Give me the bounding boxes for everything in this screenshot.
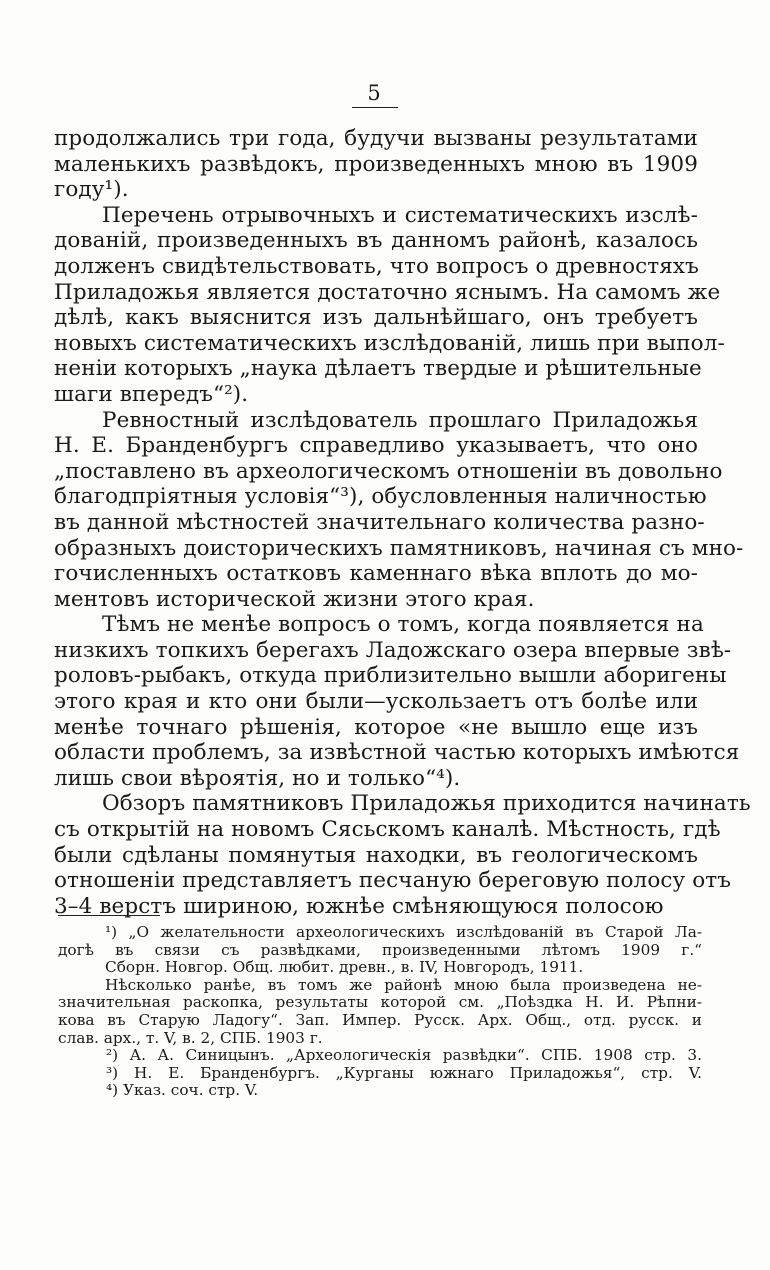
page-number-rule bbox=[352, 107, 398, 108]
footnote-separator bbox=[58, 915, 160, 916]
text-line: маленькихъ развѣдокъ, произведенныхъ мною въ 1909 bbox=[54, 151, 698, 177]
footnote-line: Нѣсколько ранѣе, въ томъ же районѣ мною была произведена не- bbox=[105, 975, 702, 994]
footnote-line: Сборн. Новгор. Общ. любит. древн., в. IV, Новгородъ, 1911. bbox=[105, 958, 584, 977]
text-line: неніи которыхъ „наука дѣлаетъ твердые и рѣшительные bbox=[54, 356, 702, 382]
text-line: области проблемъ, за извѣстной частью которыхъ имѣются bbox=[54, 740, 740, 766]
text-line: низкихъ топкихъ берегахъ Ладожскаго озера впервые звѣ- bbox=[54, 637, 732, 663]
text-line: Н. Е. Бранденбургъ справедливо указываетъ, что оно bbox=[54, 433, 698, 459]
text-line: благодпріятныя условія“³), обусловленныя наличностью bbox=[54, 484, 707, 510]
footnote-line: кова въ Старую Ладогу“. Зап. Импер. Русск. Арх. Общ., отд. русск. и bbox=[58, 1010, 702, 1029]
footnote-line: догѣ въ связи съ развѣдками, произведенными лѣтомъ 1909 г.“ bbox=[58, 940, 702, 959]
footnote-line: слав. арх., т. V, в. 2, СПБ. 1903 г. bbox=[58, 1028, 323, 1047]
paragraph bbox=[54, 612, 740, 791]
text-line: образныхъ доисторическихъ памятниковъ, начиная съ мно- bbox=[54, 535, 744, 561]
text-line: гочисленныхъ остатковъ каменнаго вѣка вплоть до мо- bbox=[54, 561, 698, 587]
text-line: Перечень отрывочныхъ и систематическихъ изслѣ- bbox=[102, 202, 698, 228]
text-line: лишь свои вѣроятія, но и только“⁴). bbox=[54, 765, 461, 791]
text-line: продолжались три года, будучи вызваны результатами bbox=[54, 126, 698, 151]
text-line: дѣлѣ, какъ выяснится изъ дальнѣйшаго, онъ требуетъ bbox=[54, 305, 698, 331]
text-line: шаги впередъ“²). bbox=[54, 381, 249, 407]
footnote-line: ³) Н. Е. Бранденбургъ. „Курганы южнаго Приладожья“, стр. V. bbox=[106, 1063, 702, 1082]
text-line: Обзоръ памятниковъ Приладожья приходится начинать bbox=[102, 791, 751, 817]
text-line: дованій, произведенныхъ въ данномъ районѣ, казалось bbox=[54, 228, 698, 254]
footnote-line: значительная раскопка, результаты которой см. „Поѣздка Н. И. Рѣпни- bbox=[58, 993, 702, 1012]
text-line: съ открытій на новомъ Сясьскомъ каналѣ. Мѣстность, гдѣ bbox=[54, 817, 721, 843]
text-line: ментовъ исторической жизни этого края. bbox=[54, 586, 535, 612]
text-line: году¹). bbox=[54, 177, 129, 203]
paragraph bbox=[54, 202, 725, 408]
page-number: 5 bbox=[367, 81, 381, 105]
text-line: 3–4 верстъ шириною, южнѣе смѣняющуюся полосою bbox=[54, 893, 664, 919]
text-line: въ данной мѣстностей значительнаго количества разно- bbox=[54, 509, 705, 535]
text-line: „поставлено въ археологическомъ отношеніи въ довольно bbox=[54, 458, 723, 484]
text-line: Ревностный изслѣдователь прошлаго Приладожья bbox=[102, 407, 698, 433]
main-text bbox=[54, 126, 751, 919]
text-line: долженъ свидѣтельствовать, что вопросъ о древностяхъ bbox=[54, 253, 699, 279]
footnote-line: ²) А. А. Синицынъ. „Археологическія развѣдки“. СПБ. 1908 стр. 3. bbox=[106, 1046, 702, 1065]
footnotes bbox=[58, 924, 702, 1100]
text-line: этого края и кто они были—ускользаетъ отъ болѣе или bbox=[54, 689, 698, 715]
text-line: Тѣмъ не менѣе вопросъ о томъ, когда появляется на bbox=[102, 612, 704, 638]
paragraph bbox=[54, 126, 698, 203]
text-line: Приладожья является достаточно яснымъ. На самомъ же bbox=[54, 279, 721, 305]
paragraph bbox=[54, 791, 751, 919]
text-line: новыхъ систематическихъ изслѣдованій, лишь при выпол- bbox=[54, 330, 725, 356]
text-line: менѣе точнаго рѣшенія, которое «не вышло еще изъ bbox=[54, 714, 698, 740]
footnote-line: ⁴) Указ. соч. стр. V. bbox=[106, 1081, 259, 1100]
text-line: были сдѣланы помянутыя находки, въ геологическомъ bbox=[54, 842, 698, 868]
footnote-line: ¹) „О желательности археологическихъ изслѣдованій въ Старой Ла- bbox=[105, 923, 702, 941]
paragraph bbox=[54, 407, 744, 613]
text-line: роловъ-рыбакъ, откуда приблизительно вышли аборигены bbox=[54, 663, 727, 689]
text-line: отношеніи представляетъ песчаную береговую полосу отъ bbox=[54, 868, 732, 894]
